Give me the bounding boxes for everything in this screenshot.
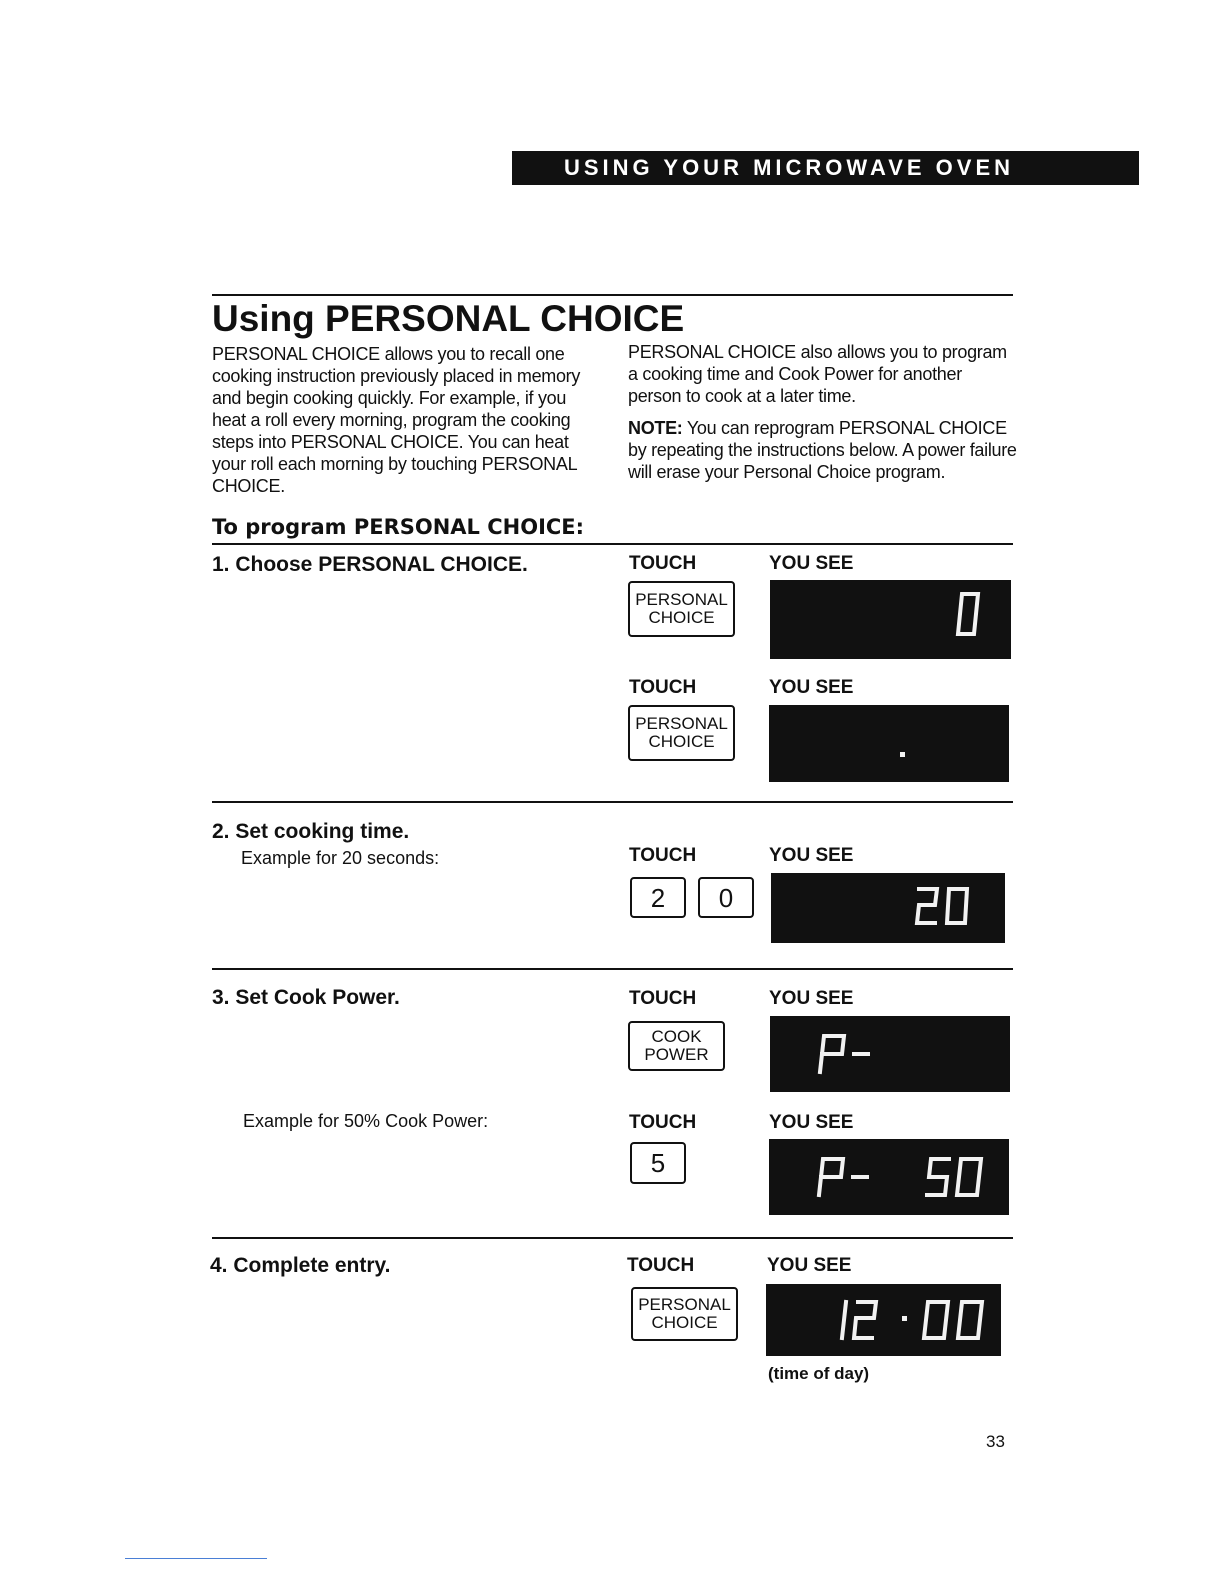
cook-power-key[interactable] <box>628 1021 725 1071</box>
personal-choice-key[interactable] <box>631 1287 738 1341</box>
dot-segment <box>769 705 1009 782</box>
personal-choice-key[interactable] <box>628 705 735 761</box>
you-see-label: YOU SEE <box>769 1112 854 1133</box>
program-heading: To program PERSONAL CHOICE: <box>212 515 585 539</box>
step-1-title: 1. Choose PERSONAL CHOICE. <box>212 553 528 576</box>
digit-0-segments <box>770 580 1011 659</box>
key-label-line2: CHOICE <box>651 1313 718 1332</box>
step-divider <box>212 1237 1013 1239</box>
intro-left <box>212 343 592 497</box>
note <box>628 417 1018 483</box>
p-dash-display <box>770 1016 1010 1092</box>
note-text: You can reprogram PERSONAL CHOICE by repeating the instructions below. A power failure will erase your Personal Choice program. <box>628 418 1017 482</box>
key-label: 2 <box>650 882 666 913</box>
clock-1200-segments <box>766 1284 1001 1356</box>
step-3-note: Example for 50% Cook Power: <box>243 1111 489 1131</box>
you-see-label: YOU SEE <box>769 553 854 574</box>
key-label-line2: POWER <box>644 1045 709 1064</box>
digit-0-display <box>770 580 1011 659</box>
you-see-label: YOU SEE <box>769 988 854 1009</box>
personal-choice-key[interactable] <box>628 581 735 637</box>
you-see-label: YOU SEE <box>769 845 854 866</box>
p-dash-segments <box>770 1016 1010 1092</box>
step-4-title: 4. Complete entry. <box>210 1254 391 1277</box>
you-see-label: YOU SEE <box>767 1255 852 1276</box>
step-2-note: Example for 20 seconds: <box>241 848 440 868</box>
key-label: 0 <box>718 882 734 913</box>
you-see-label: YOU SEE <box>769 677 854 698</box>
key-label-line2: CHOICE <box>648 608 715 627</box>
dot-display <box>769 705 1009 782</box>
key-label-line2: CHOICE <box>648 732 715 751</box>
key-label-line1: PERSONAL <box>638 1295 731 1314</box>
touch-label: TOUCH <box>629 1112 697 1133</box>
key-label-line1: PERSONAL <box>635 590 728 609</box>
touch-label: TOUCH <box>629 553 697 574</box>
intro-left-text: PERSONAL CHOICE allows you to recall one cooking instruction previously placed in memory and begin cooking quickly. For example, if you heat a roll every morning, program the cooking steps into PERSONAL CHOICE. You can heat your roll each morning by touching PERSONAL CHOICE. <box>212 344 581 496</box>
program-rule <box>212 543 1013 545</box>
p-50-display <box>769 1139 1009 1215</box>
key-label-line1: COOK <box>651 1027 702 1046</box>
digit-0-key[interactable] <box>698 877 754 918</box>
digit-2-key[interactable] <box>630 877 686 918</box>
touch-label: TOUCH <box>629 677 697 698</box>
section-banner: USING YOUR MICROWAVE OVEN <box>512 151 1139 185</box>
key-label: 5 <box>650 1148 666 1178</box>
page-number: 33 <box>986 1432 1005 1451</box>
touch-label: TOUCH <box>629 988 697 1009</box>
footer-rule <box>125 1558 267 1559</box>
clock-1200-display <box>766 1284 1001 1356</box>
step-divider <box>212 968 1013 970</box>
step-divider <box>212 801 1013 803</box>
p-50-segments <box>769 1139 1009 1215</box>
digits-20-segments <box>771 873 1005 943</box>
digit-5-key[interactable] <box>630 1142 686 1184</box>
intro-right <box>628 341 1018 483</box>
digits-20-display <box>771 873 1005 943</box>
step-3-title: 3. Set Cook Power. <box>212 986 400 1009</box>
intro-right-text: PERSONAL CHOICE also allows you to program a cooking time and Cook Power for another person to cook at a later time. <box>628 342 1007 406</box>
step-2-title: 2. Set cooking time. <box>212 820 410 843</box>
note-label: NOTE: <box>628 418 683 438</box>
time-of-day-caption: (time of day) <box>768 1364 870 1383</box>
key-label-line1: PERSONAL <box>635 714 728 733</box>
touch-label: TOUCH <box>627 1255 695 1276</box>
page-title: Using PERSONAL CHOICE <box>212 298 685 339</box>
touch-label: TOUCH <box>629 845 697 866</box>
